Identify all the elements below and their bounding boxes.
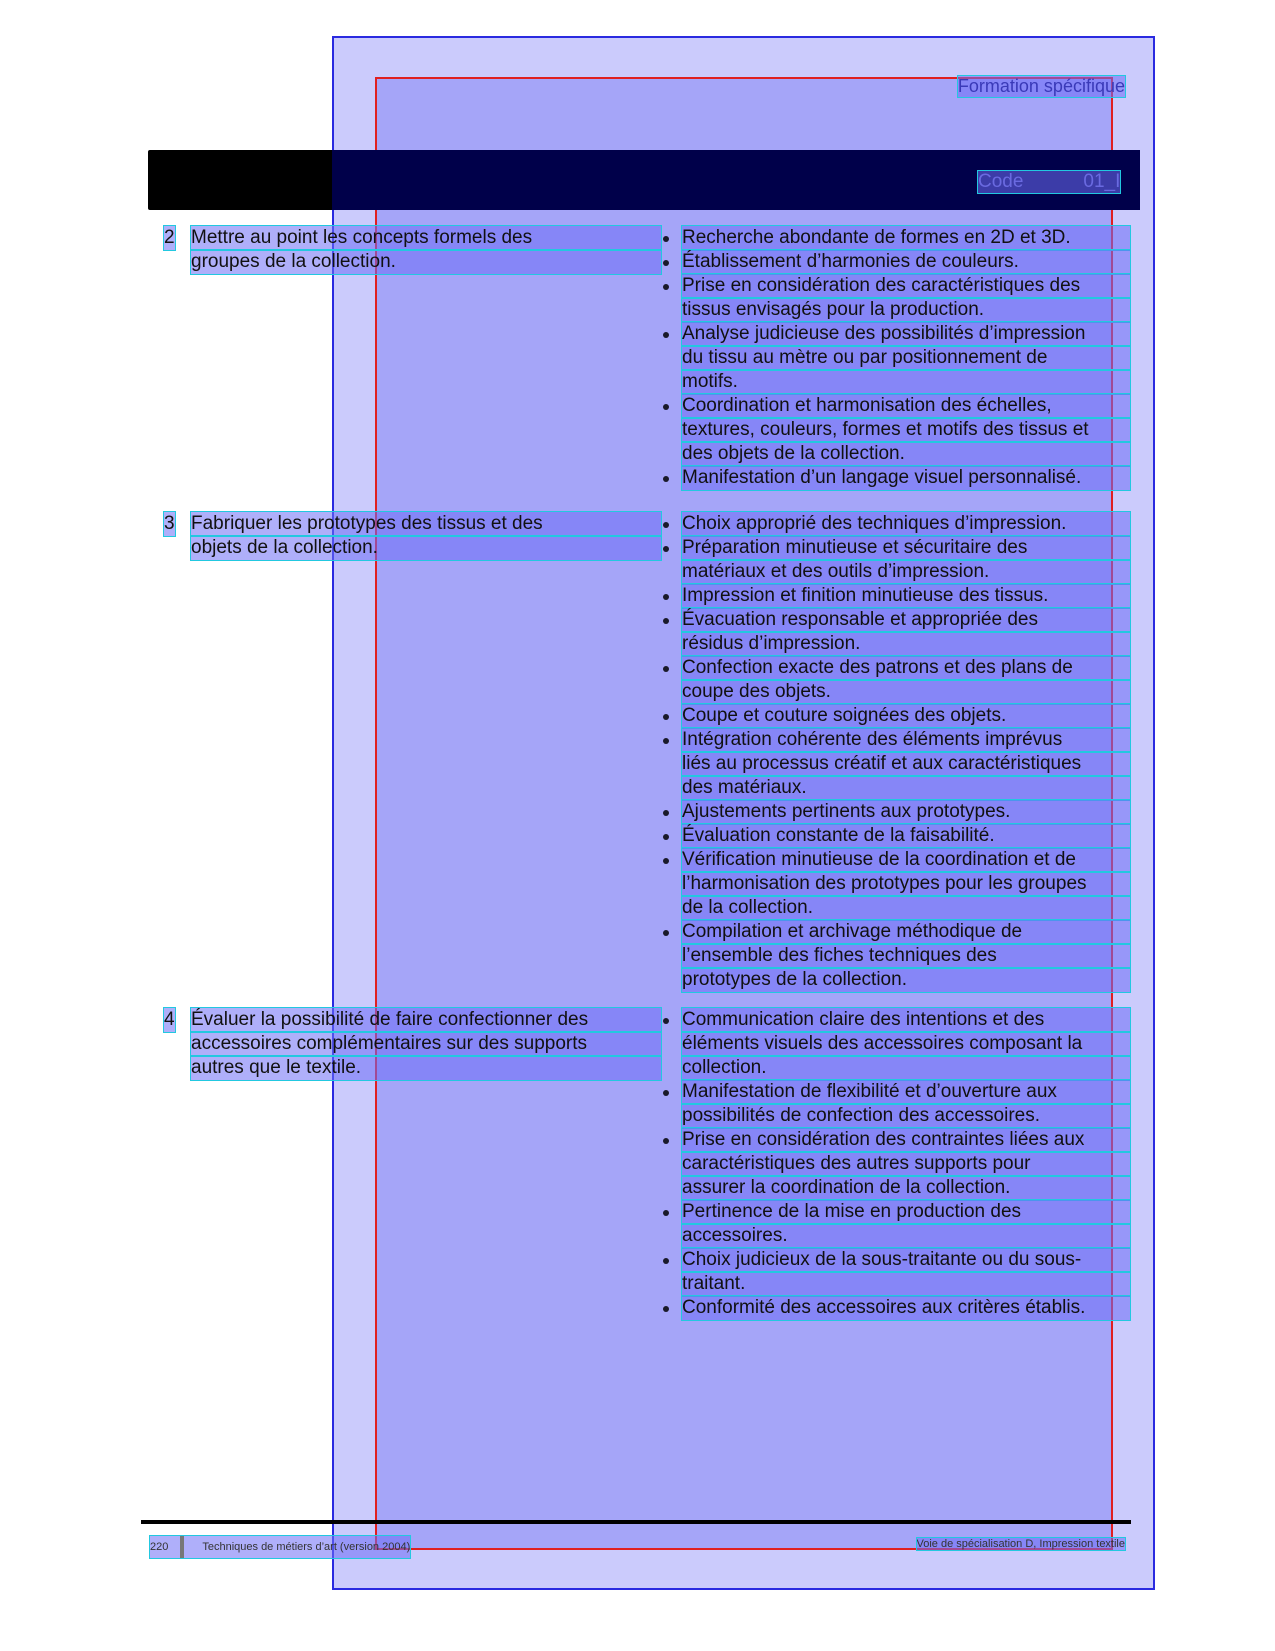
- footer-right-text: Voie de spécialisation D, Impression textile: [916, 1538, 1125, 1550]
- criterion-line: assurer la coordination de la collection.: [682, 1176, 1130, 1200]
- criterion-item: [660, 1080, 1130, 1128]
- criterion-item: [660, 274, 1130, 322]
- bullet-icon: [663, 738, 669, 744]
- bullet-icon: [663, 930, 669, 936]
- criterion-item: [660, 512, 1130, 536]
- competency-statement: [191, 512, 661, 560]
- bullet-icon: [663, 546, 669, 552]
- criterion-item: [660, 656, 1130, 704]
- competency-statement: [191, 226, 661, 274]
- footer-left-text: Techniques de métiers d’art (version 2004): [202, 1540, 411, 1553]
- bullet-icon: [663, 1018, 669, 1024]
- page-number: 220: [150, 1540, 169, 1553]
- criterion-line: du tissu au mètre ou par positionnement de: [682, 346, 1130, 370]
- criterion-line: Établissement d’harmonies de couleurs.: [682, 250, 1130, 274]
- competency-line: autres que le textile.: [191, 1056, 661, 1080]
- competency-number: 4: [164, 1009, 175, 1030]
- criterion-line: de la collection.: [682, 896, 1130, 920]
- criterion-line: coupe des objets.: [682, 680, 1130, 704]
- criterion-line: Conformité des accessoires aux critères établis.: [682, 1296, 1130, 1320]
- criterion-line: liés au processus créatif et aux caractéristiques: [682, 752, 1130, 776]
- section-title: Formation spécifique: [957, 76, 1125, 96]
- criterion-item: [660, 728, 1130, 800]
- bullet-icon: [663, 858, 669, 864]
- criterion-line: Impression et finition minutieuse des tissus.: [682, 584, 1130, 608]
- criterion-line: tissus envisagés pour la production.: [682, 298, 1130, 322]
- criterion-line: Ajustements pertinents aux prototypes.: [682, 800, 1130, 824]
- criterion-line: Analyse judicieuse des possibilités d’impression: [682, 322, 1130, 346]
- competency-number: 3: [164, 513, 175, 534]
- criterion-line: Évacuation responsable et appropriée des: [682, 608, 1130, 632]
- bullet-icon: [663, 476, 669, 482]
- criterion-item: [660, 394, 1130, 466]
- criterion-line: prototypes de la collection.: [682, 968, 1130, 992]
- competency-line: accessoires complémentaires sur des supports: [191, 1032, 661, 1056]
- criterion-item: [660, 466, 1130, 490]
- footer-rule: [141, 1520, 1131, 1524]
- competency-line: Évaluer la possibilité de faire confectionner des: [191, 1008, 661, 1032]
- bullet-icon: [663, 284, 669, 290]
- criterion-item: [660, 1200, 1130, 1248]
- bullet-icon: [663, 618, 669, 624]
- criterion-line: Pertinence de la mise en production des: [682, 1200, 1130, 1224]
- criterion-line: Intégration cohérente des éléments imprévus: [682, 728, 1130, 752]
- criterion-line: accessoires.: [682, 1224, 1130, 1248]
- criterion-item: [660, 584, 1130, 608]
- bullet-icon: [663, 810, 669, 816]
- criterion-item: [660, 1008, 1130, 1080]
- criterion-item: [660, 250, 1130, 274]
- footer-left: [150, 1536, 410, 1558]
- bullet-icon: [663, 714, 669, 720]
- criterion-line: l’harmonisation des prototypes pour les groupes: [682, 872, 1130, 896]
- competency-line: groupes de la collection.: [191, 250, 661, 274]
- criterion-line: Choix approprié des techniques d’impression.: [682, 512, 1130, 536]
- criterion-item: [660, 322, 1130, 394]
- criterion-item: [660, 1248, 1130, 1296]
- criterion-line: Coupe et couture soignées des objets.: [682, 704, 1130, 728]
- criterion-line: motifs.: [682, 370, 1130, 394]
- bullet-icon: [663, 332, 669, 338]
- bullet-icon: [663, 1258, 669, 1264]
- criteria-list: [660, 512, 1130, 992]
- criterion-line: Confection exacte des patrons et des plans de: [682, 656, 1130, 680]
- bullet-icon: [663, 1138, 669, 1144]
- bullet-icon: [663, 594, 669, 600]
- criterion-item: [660, 920, 1130, 992]
- criterion-line: Communication claire des intentions et des: [682, 1008, 1130, 1032]
- criterion-item: [660, 1296, 1130, 1320]
- criterion-line: résidus d’impression.: [682, 632, 1130, 656]
- bullet-icon: [663, 522, 669, 528]
- criterion-item: [660, 1128, 1130, 1200]
- code-label: Code: [978, 171, 1024, 192]
- criterion-line: Vérification minutieuse de la coordination et de: [682, 848, 1130, 872]
- footer-separator: [180, 1536, 184, 1558]
- criterion-line: Prise en considération des caractéristiques des: [682, 274, 1130, 298]
- bullet-icon: [663, 1306, 669, 1312]
- bullet-icon: [663, 1210, 669, 1216]
- criterion-item: [660, 824, 1130, 848]
- criterion-item: [660, 608, 1130, 656]
- criterion-line: matériaux et des outils d’impression.: [682, 560, 1130, 584]
- competency-line: Mettre au point les concepts formels des: [191, 226, 661, 250]
- bullet-icon: [663, 1090, 669, 1096]
- criterion-line: des objets de la collection.: [682, 442, 1130, 466]
- criterion-line: Choix judicieux de la sous-traitante ou du sous-: [682, 1248, 1130, 1272]
- criterion-item: [660, 704, 1130, 728]
- bullet-icon: [663, 666, 669, 672]
- criteria-list: [660, 1008, 1130, 1320]
- code-value: 01_I: [1083, 171, 1121, 192]
- criterion-line: Manifestation de flexibilité et d’ouverture aux: [682, 1080, 1130, 1104]
- criterion-line: Préparation minutieuse et sécuritaire des: [682, 536, 1130, 560]
- criterion-line: éléments visuels des accessoires composant la: [682, 1032, 1130, 1056]
- criterion-item: [660, 800, 1130, 824]
- criterion-line: Manifestation d’un langage visuel personnalisé.: [682, 466, 1130, 490]
- criterion-line: possibilités de confection des accessoires.: [682, 1104, 1130, 1128]
- competency-statement: [191, 1008, 661, 1080]
- bullet-icon: [663, 834, 669, 840]
- criterion-line: Évaluation constante de la faisabilité.: [682, 824, 1130, 848]
- bullet-icon: [663, 260, 669, 266]
- criterion-line: l’ensemble des fiches techniques des: [682, 944, 1130, 968]
- criterion-line: traitant.: [682, 1272, 1130, 1296]
- criterion-item: [660, 848, 1130, 920]
- criteria-list: [660, 226, 1130, 490]
- criterion-item: [660, 536, 1130, 584]
- criterion-line: Coordination et harmonisation des échelles,: [682, 394, 1130, 418]
- bullet-icon: [663, 236, 669, 242]
- criterion-line: Prise en considération des contraintes liées aux: [682, 1128, 1130, 1152]
- criterion-line: des matériaux.: [682, 776, 1130, 800]
- criterion-line: caractéristiques des autres supports pour: [682, 1152, 1130, 1176]
- competency-line: Fabriquer les prototypes des tissus et des: [191, 512, 661, 536]
- bullet-icon: [663, 404, 669, 410]
- criterion-line: Recherche abondante de formes en 2D et 3D.: [682, 226, 1130, 250]
- criterion-line: collection.: [682, 1056, 1130, 1080]
- criterion-line: textures, couleurs, formes et motifs des tissus et: [682, 418, 1130, 442]
- competency-line: objets de la collection.: [191, 536, 661, 560]
- criterion-line: Compilation et archivage méthodique de: [682, 920, 1130, 944]
- criterion-item: [660, 226, 1130, 250]
- competency-number: 2: [164, 227, 175, 248]
- code-label-group: [978, 171, 1120, 193]
